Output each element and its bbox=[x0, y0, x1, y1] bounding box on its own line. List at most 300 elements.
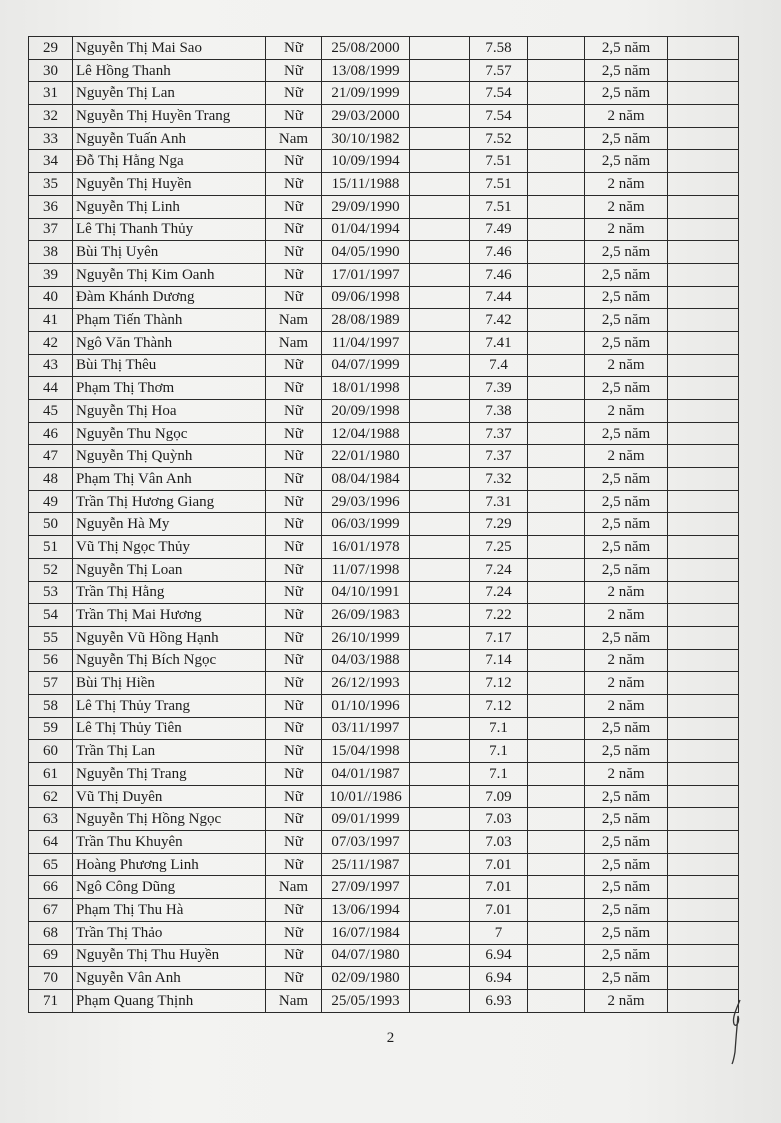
row-gender: Nữ bbox=[266, 626, 322, 649]
row-full-name: Nguyễn Thu Ngọc bbox=[73, 422, 266, 445]
row-empty-cell bbox=[668, 785, 739, 808]
row-date-of-birth: 04/01/1987 bbox=[322, 763, 410, 786]
table-row bbox=[29, 649, 739, 672]
row-full-name: Nguyễn Tuấn Anh bbox=[73, 127, 266, 150]
row-gender: Nữ bbox=[266, 649, 322, 672]
row-score: 7.1 bbox=[470, 717, 528, 740]
row-date-of-birth: 27/09/1997 bbox=[322, 876, 410, 899]
row-index: 62 bbox=[29, 785, 73, 808]
row-empty-cell bbox=[528, 581, 585, 604]
row-score: 7.14 bbox=[470, 649, 528, 672]
row-full-name: Phạm Tiến Thành bbox=[73, 309, 266, 332]
row-gender: Nữ bbox=[266, 105, 322, 128]
row-gender: Nữ bbox=[266, 37, 322, 60]
row-duration: 2,5 năm bbox=[585, 241, 668, 264]
row-empty-cell bbox=[410, 921, 470, 944]
row-date-of-birth: 04/05/1990 bbox=[322, 241, 410, 264]
row-duration: 2,5 năm bbox=[585, 490, 668, 513]
table-row bbox=[29, 286, 739, 309]
row-index: 65 bbox=[29, 853, 73, 876]
row-date-of-birth: 04/10/1991 bbox=[322, 581, 410, 604]
row-duration: 2 năm bbox=[585, 649, 668, 672]
row-empty-cell bbox=[668, 59, 739, 82]
row-index: 63 bbox=[29, 808, 73, 831]
table-row bbox=[29, 785, 739, 808]
row-date-of-birth: 13/06/1994 bbox=[322, 899, 410, 922]
row-empty-cell bbox=[528, 604, 585, 627]
row-full-name: Phạm Quang Thịnh bbox=[73, 989, 266, 1012]
table-row bbox=[29, 740, 739, 763]
row-date-of-birth: 25/11/1987 bbox=[322, 853, 410, 876]
row-date-of-birth: 15/11/1988 bbox=[322, 173, 410, 196]
row-date-of-birth: 10/09/1994 bbox=[322, 150, 410, 173]
row-duration: 2 năm bbox=[585, 400, 668, 423]
table-row bbox=[29, 853, 739, 876]
table-row bbox=[29, 876, 739, 899]
row-index: 47 bbox=[29, 445, 73, 468]
row-gender: Nữ bbox=[266, 422, 322, 445]
row-full-name: Nguyễn Thị Kim Oanh bbox=[73, 263, 266, 286]
row-empty-cell bbox=[528, 422, 585, 445]
row-empty-cell bbox=[528, 377, 585, 400]
row-empty-cell bbox=[668, 105, 739, 128]
row-empty-cell bbox=[668, 490, 739, 513]
row-date-of-birth: 03/11/1997 bbox=[322, 717, 410, 740]
row-index: 38 bbox=[29, 241, 73, 264]
row-empty-cell bbox=[410, 740, 470, 763]
row-empty-cell bbox=[668, 717, 739, 740]
row-empty-cell bbox=[668, 967, 739, 990]
row-full-name: Trần Thị Lan bbox=[73, 740, 266, 763]
row-empty-cell bbox=[668, 626, 739, 649]
row-empty-cell bbox=[528, 717, 585, 740]
row-gender: Nữ bbox=[266, 468, 322, 491]
row-full-name: Ngô Văn Thành bbox=[73, 331, 266, 354]
row-index: 48 bbox=[29, 468, 73, 491]
row-empty-cell bbox=[410, 717, 470, 740]
row-empty-cell bbox=[410, 263, 470, 286]
row-empty-cell bbox=[528, 899, 585, 922]
row-empty-cell bbox=[668, 195, 739, 218]
row-index: 29 bbox=[29, 37, 73, 60]
row-duration: 2 năm bbox=[585, 581, 668, 604]
row-index: 41 bbox=[29, 309, 73, 332]
row-gender: Nữ bbox=[266, 354, 322, 377]
row-score: 7.31 bbox=[470, 490, 528, 513]
row-duration: 2 năm bbox=[585, 672, 668, 695]
row-gender: Nữ bbox=[266, 763, 322, 786]
row-gender: Nữ bbox=[266, 581, 322, 604]
row-score: 7.39 bbox=[470, 377, 528, 400]
row-date-of-birth: 07/03/1997 bbox=[322, 831, 410, 854]
row-empty-cell bbox=[410, 536, 470, 559]
row-score: 7.09 bbox=[470, 785, 528, 808]
row-empty-cell bbox=[668, 331, 739, 354]
row-duration: 2 năm bbox=[585, 763, 668, 786]
row-empty-cell bbox=[528, 763, 585, 786]
table-row bbox=[29, 694, 739, 717]
row-empty-cell bbox=[528, 286, 585, 309]
row-gender: Nam bbox=[266, 876, 322, 899]
row-score: 7.12 bbox=[470, 672, 528, 695]
row-full-name: Nguyễn Thị Huyền bbox=[73, 173, 266, 196]
row-empty-cell bbox=[528, 59, 585, 82]
row-empty-cell bbox=[410, 59, 470, 82]
row-gender: Nữ bbox=[266, 558, 322, 581]
row-score: 7.41 bbox=[470, 331, 528, 354]
table-row bbox=[29, 921, 739, 944]
row-duration: 2 năm bbox=[585, 218, 668, 241]
row-gender: Nữ bbox=[266, 218, 322, 241]
row-gender: Nữ bbox=[266, 717, 322, 740]
row-empty-cell bbox=[528, 853, 585, 876]
table-row bbox=[29, 331, 739, 354]
table-row bbox=[29, 717, 739, 740]
table-row bbox=[29, 59, 739, 82]
row-empty-cell bbox=[668, 536, 739, 559]
table-row bbox=[29, 468, 739, 491]
row-duration: 2,5 năm bbox=[585, 899, 668, 922]
row-empty-cell bbox=[410, 581, 470, 604]
row-score: 7.51 bbox=[470, 195, 528, 218]
row-date-of-birth: 18/01/1998 bbox=[322, 377, 410, 400]
row-index: 44 bbox=[29, 377, 73, 400]
row-empty-cell bbox=[528, 150, 585, 173]
table-row bbox=[29, 967, 739, 990]
row-empty-cell bbox=[668, 377, 739, 400]
row-score: 7.29 bbox=[470, 513, 528, 536]
table-row bbox=[29, 944, 739, 967]
row-score: 7.1 bbox=[470, 763, 528, 786]
row-empty-cell bbox=[528, 626, 585, 649]
row-empty-cell bbox=[410, 37, 470, 60]
row-gender: Nữ bbox=[266, 944, 322, 967]
table-row bbox=[29, 127, 739, 150]
row-date-of-birth: 29/03/1996 bbox=[322, 490, 410, 513]
row-full-name: Đỗ Thị Hằng Nga bbox=[73, 150, 266, 173]
row-date-of-birth: 01/10/1996 bbox=[322, 694, 410, 717]
table-row bbox=[29, 989, 739, 1012]
row-full-name: Phạm Thị Thu Hà bbox=[73, 899, 266, 922]
row-empty-cell bbox=[410, 241, 470, 264]
row-empty-cell bbox=[410, 558, 470, 581]
row-full-name: Nguyễn Thị Hoa bbox=[73, 400, 266, 423]
row-index: 60 bbox=[29, 740, 73, 763]
row-score: 7.01 bbox=[470, 876, 528, 899]
row-empty-cell bbox=[410, 672, 470, 695]
table-row bbox=[29, 581, 739, 604]
row-empty-cell bbox=[528, 263, 585, 286]
row-empty-cell bbox=[410, 944, 470, 967]
row-empty-cell bbox=[528, 558, 585, 581]
row-score: 7.37 bbox=[470, 422, 528, 445]
row-empty-cell bbox=[528, 173, 585, 196]
row-duration: 2,5 năm bbox=[585, 967, 668, 990]
row-index: 33 bbox=[29, 127, 73, 150]
row-score: 7.01 bbox=[470, 853, 528, 876]
row-date-of-birth: 04/07/1999 bbox=[322, 354, 410, 377]
row-index: 32 bbox=[29, 105, 73, 128]
row-duration: 2,5 năm bbox=[585, 944, 668, 967]
row-duration: 2,5 năm bbox=[585, 536, 668, 559]
row-index: 36 bbox=[29, 195, 73, 218]
row-full-name: Nguyễn Thị Thu Huyền bbox=[73, 944, 266, 967]
row-score: 6.93 bbox=[470, 989, 528, 1012]
row-index: 31 bbox=[29, 82, 73, 105]
row-empty-cell bbox=[528, 445, 585, 468]
row-duration: 2,5 năm bbox=[585, 717, 668, 740]
row-empty-cell bbox=[668, 150, 739, 173]
row-full-name: Bùi Thị Thêu bbox=[73, 354, 266, 377]
row-full-name: Lê Thị Thủy Tiên bbox=[73, 717, 266, 740]
row-empty-cell bbox=[668, 173, 739, 196]
row-full-name: Lê Hồng Thanh bbox=[73, 59, 266, 82]
row-index: 49 bbox=[29, 490, 73, 513]
row-score: 7.01 bbox=[470, 899, 528, 922]
row-duration: 2,5 năm bbox=[585, 286, 668, 309]
row-duration: 2 năm bbox=[585, 694, 668, 717]
row-duration: 2,5 năm bbox=[585, 921, 668, 944]
row-index: 68 bbox=[29, 921, 73, 944]
row-score: 7.24 bbox=[470, 558, 528, 581]
row-duration: 2,5 năm bbox=[585, 626, 668, 649]
row-empty-cell bbox=[410, 513, 470, 536]
row-index: 39 bbox=[29, 263, 73, 286]
row-full-name: Nguyễn Thị Bích Ngọc bbox=[73, 649, 266, 672]
row-gender: Nữ bbox=[266, 604, 322, 627]
row-gender: Nữ bbox=[266, 740, 322, 763]
row-gender: Nữ bbox=[266, 672, 322, 695]
row-empty-cell bbox=[528, 694, 585, 717]
row-duration: 2 năm bbox=[585, 989, 668, 1012]
row-empty-cell bbox=[410, 604, 470, 627]
row-empty-cell bbox=[410, 82, 470, 105]
row-score: 7.37 bbox=[470, 445, 528, 468]
row-empty-cell bbox=[410, 331, 470, 354]
row-score: 7.51 bbox=[470, 173, 528, 196]
row-duration: 2 năm bbox=[585, 105, 668, 128]
row-full-name: Nguyễn Thị Huyền Trang bbox=[73, 105, 266, 128]
row-full-name: Phạm Thị Vân Anh bbox=[73, 468, 266, 491]
row-duration: 2,5 năm bbox=[585, 785, 668, 808]
row-score: 7.17 bbox=[470, 626, 528, 649]
row-date-of-birth: 11/07/1998 bbox=[322, 558, 410, 581]
row-empty-cell bbox=[410, 989, 470, 1012]
row-empty-cell bbox=[528, 740, 585, 763]
row-date-of-birth: 26/10/1999 bbox=[322, 626, 410, 649]
row-index: 35 bbox=[29, 173, 73, 196]
row-empty-cell bbox=[668, 672, 739, 695]
row-empty-cell bbox=[668, 831, 739, 854]
row-empty-cell bbox=[528, 921, 585, 944]
row-empty-cell bbox=[528, 876, 585, 899]
row-duration: 2,5 năm bbox=[585, 740, 668, 763]
row-date-of-birth: 08/04/1984 bbox=[322, 468, 410, 491]
row-full-name: Vũ Thị Ngọc Thủy bbox=[73, 536, 266, 559]
row-score: 7.54 bbox=[470, 82, 528, 105]
row-date-of-birth: 01/04/1994 bbox=[322, 218, 410, 241]
row-empty-cell bbox=[668, 604, 739, 627]
row-index: 56 bbox=[29, 649, 73, 672]
row-empty-cell bbox=[668, 694, 739, 717]
row-index: 40 bbox=[29, 286, 73, 309]
row-full-name: Ngô Công Dũng bbox=[73, 876, 266, 899]
table-row bbox=[29, 263, 739, 286]
row-empty-cell bbox=[410, 286, 470, 309]
table-row bbox=[29, 150, 739, 173]
row-index: 67 bbox=[29, 899, 73, 922]
row-gender: Nữ bbox=[266, 241, 322, 264]
row-full-name: Nguyễn Thị Lan bbox=[73, 82, 266, 105]
row-index: 64 bbox=[29, 831, 73, 854]
student-list-table bbox=[28, 36, 739, 1013]
row-date-of-birth: 04/03/1988 bbox=[322, 649, 410, 672]
row-gender: Nữ bbox=[266, 831, 322, 854]
row-index: 46 bbox=[29, 422, 73, 445]
row-empty-cell bbox=[668, 218, 739, 241]
table-row bbox=[29, 899, 739, 922]
row-empty-cell bbox=[410, 195, 470, 218]
row-full-name: Hoàng Phương Linh bbox=[73, 853, 266, 876]
row-gender: Nữ bbox=[266, 82, 322, 105]
row-gender: Nam bbox=[266, 331, 322, 354]
row-index: 71 bbox=[29, 989, 73, 1012]
row-duration: 2 năm bbox=[585, 445, 668, 468]
row-index: 45 bbox=[29, 400, 73, 423]
row-score: 7 bbox=[470, 921, 528, 944]
row-gender: Nữ bbox=[266, 694, 322, 717]
row-index: 66 bbox=[29, 876, 73, 899]
table-row bbox=[29, 400, 739, 423]
row-empty-cell bbox=[528, 649, 585, 672]
row-empty-cell bbox=[668, 740, 739, 763]
row-index: 34 bbox=[29, 150, 73, 173]
table-row bbox=[29, 558, 739, 581]
row-date-of-birth: 26/09/1983 bbox=[322, 604, 410, 627]
table-row bbox=[29, 82, 739, 105]
row-duration: 2,5 năm bbox=[585, 309, 668, 332]
row-empty-cell bbox=[410, 309, 470, 332]
row-gender: Nữ bbox=[266, 921, 322, 944]
table-row bbox=[29, 831, 739, 854]
row-full-name: Trần Thị Thảo bbox=[73, 921, 266, 944]
row-index: 55 bbox=[29, 626, 73, 649]
row-gender: Nữ bbox=[266, 59, 322, 82]
row-empty-cell bbox=[410, 808, 470, 831]
row-full-name: Bùi Thị Uyên bbox=[73, 241, 266, 264]
row-empty-cell bbox=[668, 944, 739, 967]
table-row bbox=[29, 173, 739, 196]
row-empty-cell bbox=[528, 218, 585, 241]
row-empty-cell bbox=[668, 127, 739, 150]
row-empty-cell bbox=[528, 37, 585, 60]
row-empty-cell bbox=[668, 241, 739, 264]
row-gender: Nam bbox=[266, 127, 322, 150]
row-score: 7.1 bbox=[470, 740, 528, 763]
table-row bbox=[29, 672, 739, 695]
row-empty-cell bbox=[528, 127, 585, 150]
row-empty-cell bbox=[528, 944, 585, 967]
row-empty-cell bbox=[528, 400, 585, 423]
row-date-of-birth: 25/08/2000 bbox=[322, 37, 410, 60]
row-empty-cell bbox=[668, 921, 739, 944]
table-row bbox=[29, 513, 739, 536]
row-duration: 2,5 năm bbox=[585, 82, 668, 105]
row-index: 42 bbox=[29, 331, 73, 354]
row-index: 54 bbox=[29, 604, 73, 627]
row-duration: 2,5 năm bbox=[585, 558, 668, 581]
row-empty-cell bbox=[528, 536, 585, 559]
row-duration: 2,5 năm bbox=[585, 876, 668, 899]
row-score: 7.49 bbox=[470, 218, 528, 241]
row-empty-cell bbox=[668, 853, 739, 876]
row-empty-cell bbox=[528, 808, 585, 831]
row-date-of-birth: 29/09/1990 bbox=[322, 195, 410, 218]
row-empty-cell bbox=[668, 354, 739, 377]
row-date-of-birth: 13/08/1999 bbox=[322, 59, 410, 82]
row-empty-cell bbox=[528, 672, 585, 695]
row-full-name: Trần Thị Hằng bbox=[73, 581, 266, 604]
table-row bbox=[29, 218, 739, 241]
row-gender: Nữ bbox=[266, 853, 322, 876]
row-duration: 2,5 năm bbox=[585, 422, 668, 445]
row-empty-cell bbox=[410, 150, 470, 173]
row-full-name: Nguyễn Vân Anh bbox=[73, 967, 266, 990]
table-row bbox=[29, 808, 739, 831]
row-full-name: Nguyễn Thị Mai Sao bbox=[73, 37, 266, 60]
row-empty-cell bbox=[668, 309, 739, 332]
row-empty-cell bbox=[668, 899, 739, 922]
table-row bbox=[29, 241, 739, 264]
row-date-of-birth: 26/12/1993 bbox=[322, 672, 410, 695]
row-gender: Nữ bbox=[266, 808, 322, 831]
row-index: 57 bbox=[29, 672, 73, 695]
row-duration: 2,5 năm bbox=[585, 59, 668, 82]
row-gender: Nữ bbox=[266, 173, 322, 196]
row-gender: Nữ bbox=[266, 445, 322, 468]
row-full-name: Phạm Thị Thơm bbox=[73, 377, 266, 400]
row-empty-cell bbox=[528, 195, 585, 218]
row-score: 6.94 bbox=[470, 967, 528, 990]
row-date-of-birth: 20/09/1998 bbox=[322, 400, 410, 423]
row-duration: 2,5 năm bbox=[585, 853, 668, 876]
row-date-of-birth: 29/03/2000 bbox=[322, 105, 410, 128]
table-row bbox=[29, 763, 739, 786]
row-date-of-birth: 09/06/1998 bbox=[322, 286, 410, 309]
row-duration: 2 năm bbox=[585, 604, 668, 627]
row-score: 7.25 bbox=[470, 536, 528, 559]
row-duration: 2,5 năm bbox=[585, 808, 668, 831]
row-duration: 2 năm bbox=[585, 173, 668, 196]
row-score: 7.46 bbox=[470, 241, 528, 264]
row-index: 70 bbox=[29, 967, 73, 990]
row-duration: 2,5 năm bbox=[585, 37, 668, 60]
row-empty-cell bbox=[410, 785, 470, 808]
row-empty-cell bbox=[410, 831, 470, 854]
row-duration: 2,5 năm bbox=[585, 831, 668, 854]
row-empty-cell bbox=[668, 876, 739, 899]
row-gender: Nữ bbox=[266, 490, 322, 513]
row-empty-cell bbox=[410, 218, 470, 241]
table-row bbox=[29, 626, 739, 649]
table-row bbox=[29, 422, 739, 445]
row-score: 7.57 bbox=[470, 59, 528, 82]
row-gender: Nữ bbox=[266, 513, 322, 536]
row-date-of-birth: 06/03/1999 bbox=[322, 513, 410, 536]
row-empty-cell bbox=[528, 785, 585, 808]
row-gender: Nữ bbox=[266, 536, 322, 559]
row-full-name: Nguyễn Thị Trang bbox=[73, 763, 266, 786]
